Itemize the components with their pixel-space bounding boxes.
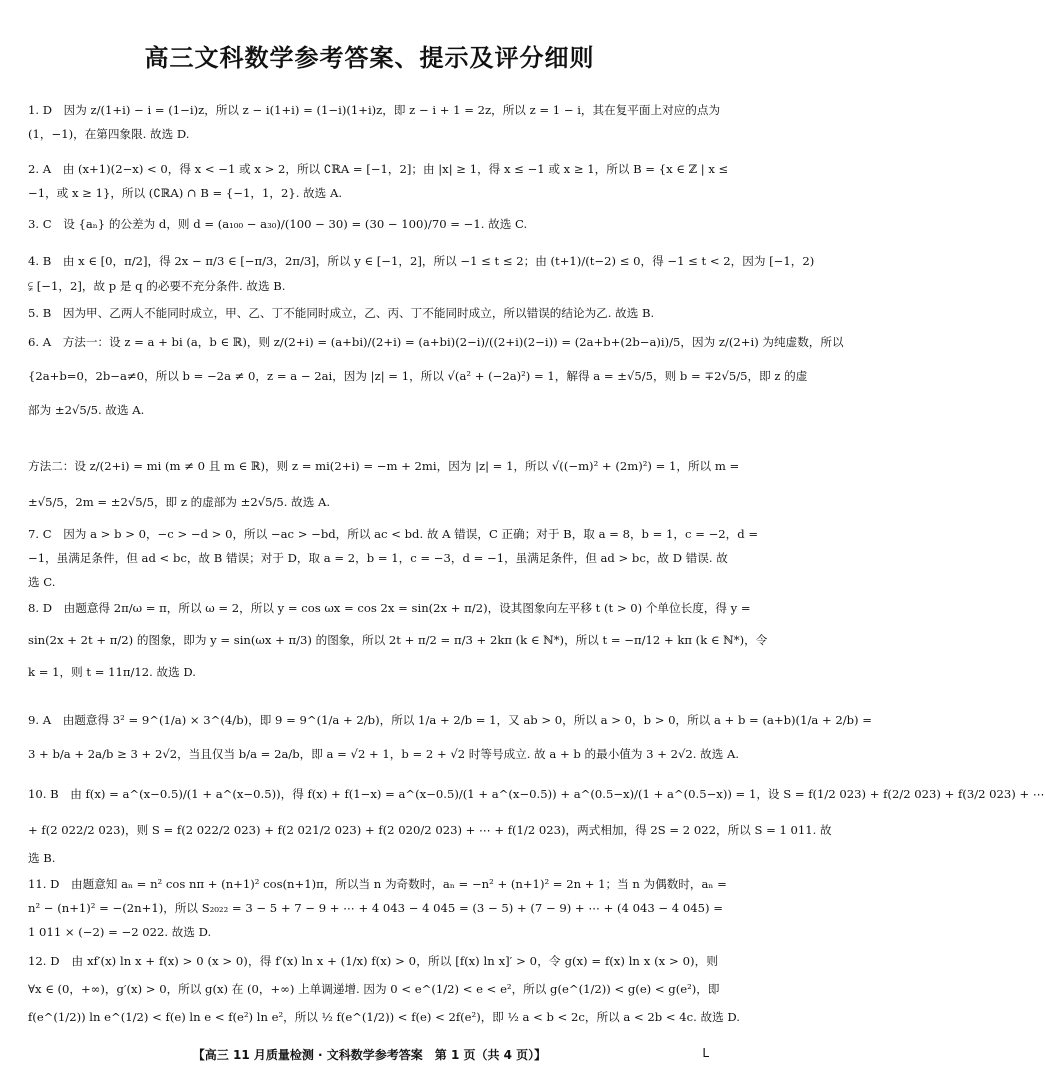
answer-line: ⫋ [−1，2]，故 p 是 q 的必要不充分条件. 故选 B. bbox=[28, 279, 286, 293]
answer-line: 12. D 由 xf′(x) ln x + f(x) > 0 (x > 0)，得 f′(x) ln x + (1/x) f(x) > 0，所以 [f(x) ln x]′ > 0，令 g(x) = f(x) ln x (x > 0)，则 bbox=[28, 954, 718, 968]
answer-line: f(e^(1/2)) ln e^(1/2) < f(e) ln e < f(e²) ln e²，所以 ½ f(e^(1/2)) < f(e) < 2f(e²)，即 ½ a < b < 2c，所以 a < 2b < 4c. 故选 D. bbox=[28, 1010, 740, 1024]
answer-line: 1 011 × (−2) = −2 022. 故选 D. bbox=[28, 925, 212, 939]
answer-line: 11. D 由题意知 aₙ = n² cos nπ + (n+1)² cos(n+1)π，所以当 n 为奇数时，aₙ = −n² + (n+1)² = 2n + 1；当 n 为偶数时，aₙ = bbox=[28, 877, 727, 891]
answer-line: ∀x ∈ (0，+∞)，g′(x) > 0，所以 g(x) 在 (0，+∞) 上单调递增. 因为 0 < e^(1/2) < e < e²，所以 g(e^(1/2)) < g(e) < g(e²)，即 bbox=[28, 982, 720, 996]
answer-line: 1. D 因为 z/(1+i) − i = (1−i)z，所以 z − i(1+i) = (1−i)(1+i)z，即 z − i + 1 = 2z，所以 z = 1 − i，其在复平面上对应的点为 bbox=[28, 103, 721, 117]
answer-2 bbox=[28, 161, 729, 201]
answer-line: + f(2 022/2 023)，则 S = f(2 022/2 023) + f(2 021/2 023) + f(2 020/2 023) + ⋯ + f(1/2 023)，两式相加，得 2S = 2 022，所以 S = 1 011. 故 bbox=[28, 823, 832, 837]
answer-line: 选 B. bbox=[28, 851, 56, 865]
answer-line: 7. C 因为 a > b > 0，−c > −d > 0，所以 −ac > −bd，所以 ac < bd. 故 A 错误，C 正确；对于 B，取 a = 8，b = 1，c = −2，d = bbox=[28, 527, 759, 541]
answer-8 bbox=[28, 600, 768, 680]
answer-3 bbox=[28, 216, 718, 232]
answer-line: 方法二：设 z/(2+i) = mi (m ≠ 0 且 m ∈ ℝ)，则 z = mi(2+i) = −m + 2mi，因为 |z| = 1，所以 √((−m)² + (2m)²) = 1，所以 m = bbox=[28, 459, 740, 473]
answer-line: sin(2x + 2t + π/2) 的图象，即为 y = sin(ωx + π/3) 的图象，所以 2t + π/2 = π/3 + 2kπ (k ∈ ℕ*)，所以 t = −π/12 + kπ (k ∈ ℕ*)，令 bbox=[28, 633, 768, 647]
answer-line: 部为 ±2√5/5. 故选 A. bbox=[28, 403, 145, 417]
answer-line: 2. A 由 (x+1)(2−x) < 0，得 x < −1 或 x > 2，所以 ∁ℝA = [−1，2]；由 |x| ≥ 1，得 x ≤ −1 或 x ≥ 1，所以 B = {x ∈ ℤ | x ≤ bbox=[28, 162, 729, 176]
answer-line: −1，或 x ≥ 1}，所以 (∁ℝA) ∩ B = {−1，1，2}. 故选 A. bbox=[28, 186, 343, 200]
answer-line: 5. B 因为甲、乙两人不能同时成立，甲、乙、丁不能同时成立，乙、丙、丁不能同时成立，所以错误的结论为乙. 故选 B. bbox=[28, 306, 655, 320]
answer-line: (1，−1)，在第四象限. 故选 D. bbox=[28, 127, 190, 141]
page-footer: 【高三 11 月质量检测 · 文科数学参考答案 第 1 页（共 4 页）】 bbox=[192, 1048, 547, 1062]
answer-line: 9. A 由题意得 3² = 9^(1/a) × 3^(4/b)，即 9 = 9^(1/a + 2/b)，所以 1/a + 2/b = 1，又 ab > 0，所以 a > 0，b > 0，所以 a + b = (a+b)(1/a + 2/b) = bbox=[28, 713, 872, 727]
answer-line: {2a+b=0，2b−a≠0，所以 b = −2a ≠ 0，z = a − 2ai，因为 |z| = 1，所以 √(a² + (−2a)²) = 1，解得 a = ±√5/5，则 b = ∓2√5/5，即 z 的虚 bbox=[28, 369, 808, 383]
answer-line: ±√5/5，2m = ±2√5/5，即 z 的虚部为 ±2√5/5. 故选 A. bbox=[28, 495, 331, 509]
answer-line: 8. D 由题意得 2π/ω = π，所以 ω = 2，所以 y = cos ωx = cos 2x = sin(2x + π/2)，设其图象向左平移 t (t > 0) 个单位长度，得 y = bbox=[28, 601, 751, 615]
page-title: 高三文科数学参考答案、提示及评分细则 bbox=[144, 44, 595, 72]
answer-6-method-2 bbox=[28, 458, 740, 510]
answer-11 bbox=[28, 876, 727, 940]
answer-line: 6. A 方法一：设 z = a + bi (a，b ∈ ℝ)，则 z/(2+i) = (a+bi)/(2+i) = (a+bi)(2−i)/((2+i)(2−i)) = (2a+b+(2b−a)i)/5，因为 z/(2+i) 为纯虚数，所以 bbox=[28, 335, 844, 349]
answer-5 bbox=[28, 305, 718, 321]
answer-line: 选 C. bbox=[28, 575, 56, 589]
corner-mark: L bbox=[702, 1046, 709, 1060]
answer-9 bbox=[28, 712, 872, 762]
answer-line: k = 1，则 t = 11π/12. 故选 D. bbox=[28, 665, 196, 679]
answer-7 bbox=[28, 526, 759, 590]
answer-12 bbox=[28, 953, 740, 1025]
answer-6 bbox=[28, 334, 844, 418]
answer-line: −1，虽满足条件，但 ad < bc，故 B 错误；对于 D，取 a = 2，b = 1，c = −3，d = −1，虽满足条件，但 ad > bc，故 D 错误. 故 bbox=[28, 551, 728, 565]
answer-line: 10. B 由 f(x) = a^(x−0.5)/(1 + a^(x−0.5))，得 f(x) + f(1−x) = a^(x−0.5)/(1 + a^(x−0.5)) + a^(0.5−x)/(1 + a^(0.5−x)) = 1，设 S = f(1/2 023) + f(2/2 023) + f(3/2 023) + ⋯ bbox=[28, 787, 1045, 801]
answer-line: n² − (n+1)² = −(2n+1)，所以 S₂₀₂₂ = 3 − 5 + 7 − 9 + ⋯ + 4 043 − 4 045 = (3 − 5) + (7 − 9) + ⋯ + (4 043 − 4 045) = bbox=[28, 901, 723, 915]
answer-10 bbox=[28, 786, 1045, 866]
answer-line: 3 + b/a + 2a/b ≥ 3 + 2√2，当且仅当 b/a = 2a/b，即 a = √2 + 1，b = 2 + √2 时等号成立. 故 a + b 的最小值为 3 + 2√2. 故选 A. bbox=[28, 747, 740, 761]
answer-4 bbox=[28, 253, 815, 294]
answer-line: 4. B 由 x ∈ [0，π/2]，得 2x − π/3 ∈ [−π/3，2π/3]，所以 y ∈ [−1，2]，所以 −1 ≤ t ≤ 2；由 (t+1)/(t−2) ≤ 0，得 −1 ≤ t < 2，因为 [−1，2) bbox=[28, 254, 815, 268]
answer-line: 3. C 设 {aₙ} 的公差为 d，则 d = (a₁₀₀ − a₃₀)/(100 − 30) = (30 − 100)/70 = −1. 故选 C. bbox=[28, 217, 528, 231]
answer-1 bbox=[28, 102, 721, 142]
